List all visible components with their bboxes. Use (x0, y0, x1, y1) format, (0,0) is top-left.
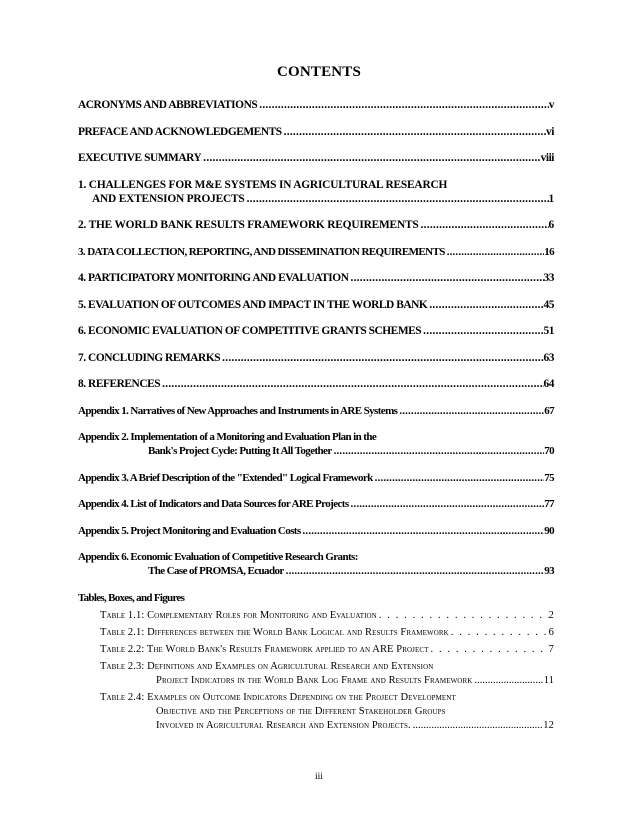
leader-dots (257, 98, 549, 112)
toc-entry-chapter-1[interactable] (78, 178, 554, 206)
table-entry-label-line1: Table 2.4: Examples on Outcome Indicators Depending on the Project Development (100, 691, 456, 703)
toc-entry-chapter-3[interactable] (78, 245, 554, 259)
table-entry-1-1[interactable] (100, 609, 554, 623)
toc-entry-label-line2: AND EXTENSION PROJECTS (92, 192, 245, 205)
toc-entry-chapter-4[interactable] (78, 271, 554, 285)
toc-entry-label-line2: The Case of PROMSA, Ecuador (148, 565, 284, 577)
toc-entry-chapter-6[interactable] (78, 324, 554, 338)
toc-entry-page: vi (546, 125, 554, 138)
toc-entry-acronyms[interactable] (78, 98, 554, 112)
page-title: CONTENTS (276, 64, 362, 80)
toc-entry-page: viii (540, 152, 554, 164)
toc-entry-appendix-3[interactable] (78, 471, 554, 485)
leader-dots (348, 271, 543, 285)
toc-entry-label: 5. EVALUATION OF OUTCOMES AND IMPACT IN THE WORLD BANK (78, 298, 428, 311)
leader-dots (282, 125, 546, 139)
leader-dots (445, 245, 544, 259)
table-entry-label: Table 1.1: Complementary Roles for Monitoring and Evaluation (100, 609, 377, 621)
leader-dots (472, 674, 543, 688)
leader-dots (160, 377, 543, 391)
toc-entry-label-line1: 1. CHALLENGES FOR M&E SYSTEMS IN AGRICULTURAL RESEARCH (78, 178, 448, 191)
table-entry-label-line2: Objective and the Perceptions of the Different Stakeholder Groups (156, 705, 446, 717)
table-entry-label: Table 2.2: The World Bank's Results Framework applied to an ARE Project (100, 643, 429, 655)
toc-entry-label: 2. THE WORLD BANK RESULTS FRAMEWORK REQUIREMENTS (78, 219, 419, 231)
toc-entry-page: 90 (544, 524, 554, 537)
toc-entry-label-line1: Appendix 2. Implementation of a Monitoring and Evaluation Plan in the (78, 431, 377, 443)
table-entry-page: 2 (548, 609, 554, 621)
leader-dots (429, 643, 549, 657)
toc-entry-page: 64 (543, 378, 554, 390)
toc-entry-chapter-7[interactable] (78, 351, 554, 365)
toc-entry-chapter-2[interactable] (78, 218, 554, 232)
toc-entry-page: 45 (543, 298, 554, 311)
toc-entry-label: 4. PARTICIPATORY MONITORING AND EVALUATION (78, 272, 349, 284)
toc-entry-label: EXECUTIVE SUMMARY (78, 152, 202, 164)
table-entry-page: 12 (543, 719, 554, 731)
leader-dots (201, 151, 540, 165)
leader-dots (373, 471, 545, 485)
table-entry-2-1[interactable] (100, 626, 554, 640)
leader-dots (421, 324, 543, 338)
toc-entry-label: Appendix 5. Project Monitoring and Evaluation Costs (78, 524, 301, 537)
toc-entry-label-line2: Bank's Project Cycle: Putting It All Together (148, 445, 332, 457)
toc-entry-appendix-1[interactable] (78, 404, 554, 418)
toc-entry-page: 33 (543, 272, 554, 284)
leader-dots (220, 351, 543, 365)
leader-dots (349, 497, 545, 511)
leader-dots (301, 524, 545, 538)
toc-entry-page: 70 (544, 445, 554, 457)
toc-entry-page: 67 (544, 404, 554, 417)
toc-entry-appendix-6[interactable] (78, 550, 554, 578)
toc-entry-label-line1: Appendix 6. Economic Evaluation of Competitive Research Grants: (78, 551, 358, 563)
toc-entry-page: 16 (544, 245, 554, 258)
table-entry-label-line1: Table 2.3: Definitions and Examples on Agricultural Research and Extension (100, 660, 434, 672)
leader-dots (377, 609, 549, 623)
toc-entry-page: v (548, 99, 554, 111)
table-of-contents (78, 98, 554, 736)
table-entry-page: 7 (548, 643, 554, 655)
toc-entry-label: Appendix 1. Narratives of New Approaches and Instruments in ARE Systems (78, 404, 398, 417)
toc-entry-chapter-8[interactable] (78, 377, 554, 391)
toc-entry-page: 51 (543, 325, 554, 337)
leader-dots (284, 564, 545, 578)
toc-entry-executive-summary[interactable] (78, 151, 554, 165)
toc-entry-label: ACRONYMS AND ABBREVIATIONS (78, 99, 258, 111)
table-entry-page: 11 (543, 674, 554, 686)
toc-entry-page: 93 (544, 565, 554, 577)
table-entry-label-line3: Involved in Agricultural Research and Extension Projects. (156, 719, 411, 731)
toc-entry-page: 63 (543, 351, 554, 364)
table-entry-label: Table 2.1: Differences between the World Bank Logical and Results Framework (100, 626, 449, 638)
page-number: iii (315, 772, 323, 782)
toc-entry-label: PREFACE AND ACKNOWLEDGEMENTS (78, 125, 282, 138)
toc-entry-chapter-5[interactable] (78, 298, 554, 312)
table-entry-2-3[interactable] (100, 660, 554, 688)
toc-entry-label: 3. DATA COLLECTION, REPORTING, AND DISSEMINATION REQUIREMENTS (78, 245, 445, 258)
table-entry-2-4[interactable] (100, 691, 554, 733)
toc-entry-page: 77 (544, 498, 554, 510)
toc-entry-appendix-4[interactable] (78, 497, 554, 511)
tables-boxes-figures-heading: Tables, Boxes, and Figures (78, 591, 185, 604)
toc-entry-page: 75 (544, 471, 554, 484)
leader-dots (449, 626, 549, 640)
leader-dots (427, 298, 543, 312)
toc-entry-label: Appendix 4. List of Indicators and Data Sources for ARE Projects (78, 498, 349, 510)
table-entry-2-2[interactable] (100, 643, 554, 657)
leader-dots (332, 444, 545, 458)
leader-dots (397, 404, 544, 418)
table-entry-page: 6 (548, 626, 554, 638)
toc-entry-label: 7. CONCLUDING REMARKS (78, 351, 221, 364)
toc-entry-page: 1 (548, 192, 554, 205)
toc-entry-preface[interactable] (78, 125, 554, 139)
toc-entry-appendix-5[interactable] (78, 524, 554, 538)
toc-entry-label: 8. REFERENCES (78, 378, 161, 390)
toc-entry-page: 6 (548, 219, 554, 231)
leader-dots (411, 719, 544, 733)
toc-entry-label: 6. ECONOMIC EVALUATION OF COMPETITIVE GRANTS SCHEMES (78, 325, 422, 337)
tables-list (78, 609, 554, 733)
toc-entry-label: Appendix 3. A Brief Description of the "Extended" Logical Framework (78, 471, 373, 484)
leader-dots (419, 218, 549, 232)
toc-entry-appendix-2[interactable] (78, 430, 554, 458)
leader-dots (245, 192, 549, 206)
table-entry-label-line2: Project Indicators in the World Bank Log Frame and Results Framework (156, 674, 473, 686)
